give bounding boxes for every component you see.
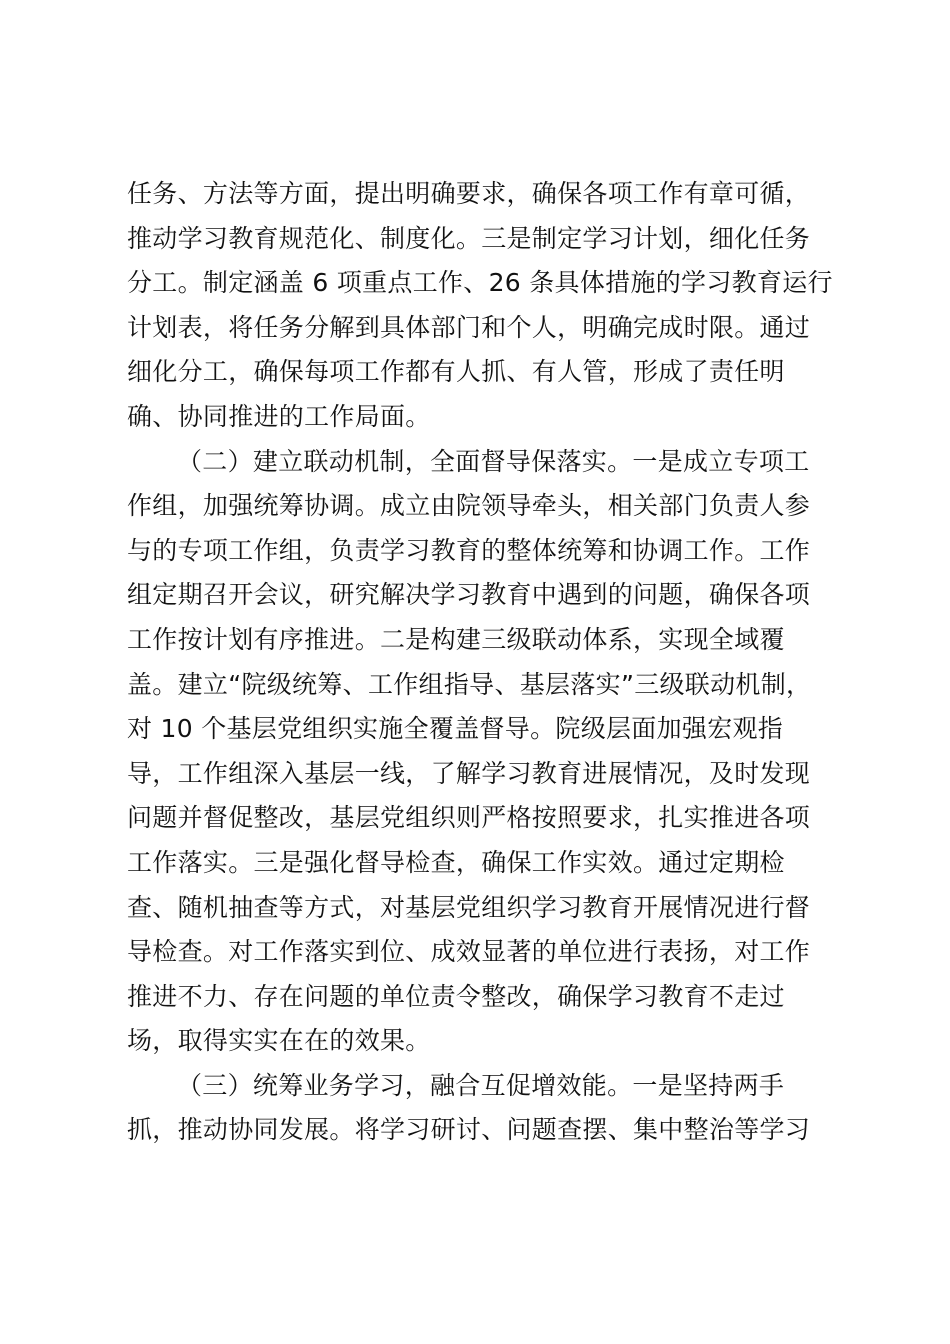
section-heading-line: （三）统筹业务学习，融合互促增效能。一是坚持两手	[177, 1070, 785, 1100]
section-heading-line: （二）建立联动机制，全面督导保落实。一是成立专项工	[177, 446, 810, 476]
text-line: 推进不力、存在问题的单位责令整改，确保学习教育不走过	[127, 981, 785, 1011]
text-line: 抓，推动协同发展。将学习研讨、问题查摆、集中整治等学习	[127, 1115, 811, 1145]
text-line: 确、协同推进的工作局面。	[127, 401, 431, 431]
text-line: 作组，加强统筹协调。成立由院领导牵头，相关部门负责人参	[127, 491, 811, 521]
text-line: 分工。制定涵盖 6 项重点工作、26 条具体措施的学习教育运行	[127, 268, 833, 298]
text-line: 场，取得实实在在的效果。	[127, 1026, 431, 1056]
text-line: 任务、方法等方面，提出明确要求，确保各项工作有章可循，	[127, 179, 811, 208]
text-line: 工作按计划有序推进。二是构建三级联动体系，实现全域覆	[127, 624, 785, 654]
text-line: 对 10 个基层党组织实施全覆盖督导。院级层面加强宏观指	[127, 714, 784, 744]
text-line: 组定期召开会议，研究解决学习教育中遇到的问题，确保各项	[127, 580, 811, 610]
text-line: 计划表，将任务分解到具体部门和个人，明确完成时限。通过	[127, 312, 811, 342]
text-line: 与的专项工作组，负责学习教育的整体统筹和协调工作。工作	[127, 535, 811, 565]
text-line: 推动学习教育规范化、制度化。三是制定学习计划，细化任务	[127, 223, 811, 253]
text-line: 导检查。对工作落实到位、成效显著的单位进行表扬，对工作	[127, 937, 811, 967]
text-line: 细化分工，确保每项工作都有人抓、有人管，形成了责任明	[127, 357, 785, 387]
text-line: 工作落实。三是强化督导检查，确保工作实效。通过定期检	[127, 847, 785, 877]
text-line: 问题并督促整改，基层党组织则严格按照要求，扎实推进各项	[127, 803, 811, 833]
text-line: 导，工作组深入基层一线，了解学习教育进展情况，及时发现	[127, 758, 811, 788]
body-text	[127, 172, 847, 1153]
text-line: 查、随机抽查等方式，对基层党组织学习教育开展情况进行督	[127, 892, 811, 922]
text-line: 盖。建立“院级统筹、工作组指导、基层落实”三级联动机制，	[127, 669, 812, 699]
